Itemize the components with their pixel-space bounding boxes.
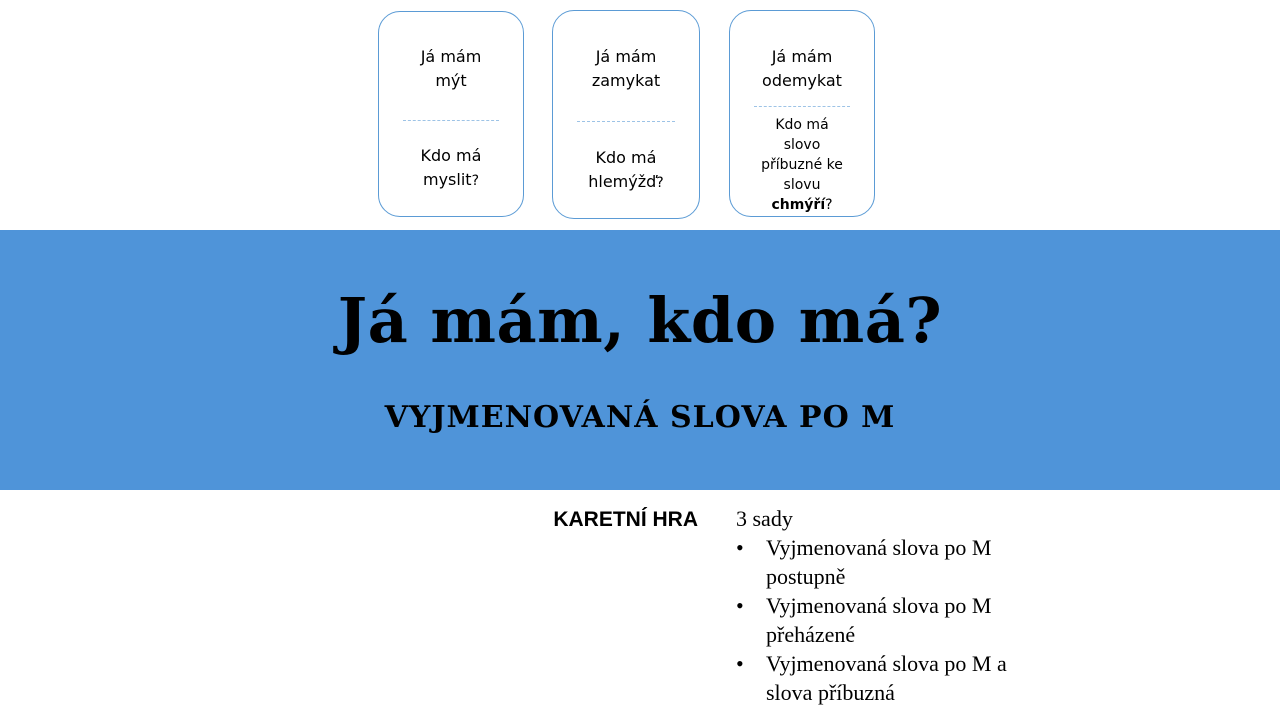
list-item-line: přeházené [766, 622, 856, 647]
sets-list [736, 533, 1076, 707]
list-item-line: slova příbuzná [766, 680, 895, 705]
card-divider [754, 106, 850, 107]
card-line: Kdo má [595, 148, 657, 167]
card-line [730, 195, 874, 215]
card-line: Já mám [771, 47, 833, 66]
card-divider [403, 120, 499, 121]
card-bold-word: chmýří [771, 197, 826, 213]
card-line: zamykat [591, 71, 661, 90]
list-item [736, 533, 1076, 591]
bullet: • [736, 535, 744, 560]
card-line: slovu [783, 177, 821, 193]
game-sets-info [736, 504, 1076, 707]
card-line: odemykat [762, 71, 842, 90]
list-item [736, 591, 1076, 649]
card-divider [577, 121, 675, 122]
page-subtitle: VYJMENOVANÁ SLOVA PO M [384, 400, 896, 435]
card-bottom-text [730, 115, 874, 215]
question-mark: ? [656, 175, 664, 191]
list-item [736, 649, 1076, 707]
card-top-text [730, 45, 874, 93]
card-top-text [553, 45, 699, 93]
sets-intro: 3 sady [736, 506, 793, 531]
card-line: Kdo má [775, 117, 829, 133]
card-line: Já mám [420, 47, 482, 66]
card-bottom-text [379, 144, 523, 193]
question-mark: ? [825, 197, 833, 213]
card-myt [378, 11, 524, 217]
card-word: hlemýžď [588, 172, 657, 191]
card-line: Kdo má [420, 146, 482, 165]
list-item-line: postupně [766, 564, 846, 589]
question-mark: ? [471, 173, 479, 189]
card-bottom-text [553, 146, 699, 195]
bullet: • [736, 651, 744, 676]
card-top-text [379, 45, 523, 93]
bullet: • [736, 593, 744, 618]
card-line [379, 168, 523, 193]
card-word: myslit [423, 170, 472, 189]
page-title: Já mám, kdo má? [337, 284, 943, 357]
card-line: mýt [435, 71, 467, 90]
list-item-line: Vyjmenovaná slova po M a [766, 651, 1007, 676]
list-item-line: Vyjmenovaná slova po M [766, 535, 992, 560]
card-line: Já mám [595, 47, 657, 66]
title-banner [0, 230, 1280, 490]
game-type-label: KARETNÍ HRA [553, 508, 698, 531]
card-line: slovo [783, 137, 821, 153]
card-line: příbuzné ke [761, 157, 843, 173]
card-odemykat [729, 10, 875, 217]
card-zamykat [552, 10, 700, 219]
list-item-line: Vyjmenovaná slova po M [766, 593, 992, 618]
card-line [553, 170, 699, 195]
